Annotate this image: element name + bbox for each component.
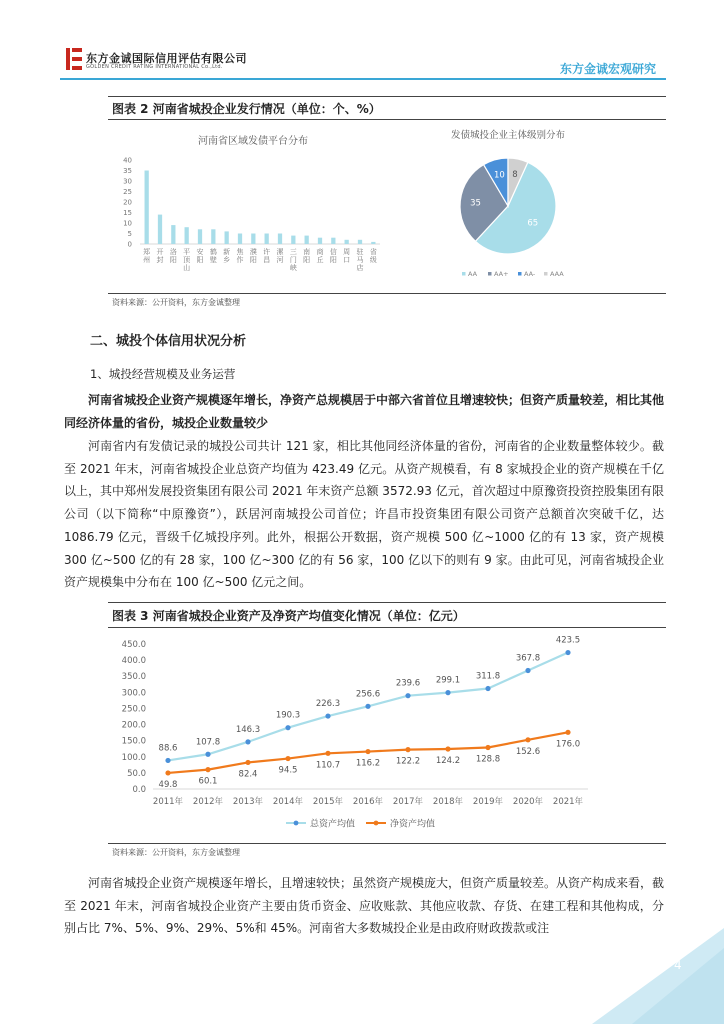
- net-assets-point: [165, 770, 170, 775]
- bar-x-tick: 信阳: [329, 248, 337, 264]
- bar-x-tick: 省级: [369, 248, 377, 264]
- header-divider: [60, 78, 666, 80]
- figure3-source: 资料来源：公开资料，东方金诚整理: [112, 848, 240, 857]
- pie-legend-swatch: [518, 272, 522, 276]
- total-assets-point: [285, 725, 290, 730]
- total-assets-label: 311.8: [475, 671, 501, 682]
- bar-x-tick: 洛阳: [169, 248, 177, 264]
- bar-y-tick: 15: [123, 209, 132, 217]
- pie-chart-title: 发债城投企业主体级别分布: [450, 130, 566, 141]
- figure2-charts: [108, 122, 668, 292]
- total-assets-point: [445, 690, 450, 695]
- figure2-title-rule: [108, 119, 666, 120]
- bar-x-tick: 开封: [156, 248, 164, 264]
- pie-legend-label: AA: [468, 270, 478, 278]
- net-assets-label: 94.5: [278, 765, 298, 776]
- bar: [345, 240, 349, 244]
- line-legend-label: 总资产均值: [310, 819, 356, 830]
- line-x-tick: 2016年: [352, 797, 384, 807]
- line-y-tick: 200.0: [121, 720, 146, 731]
- figure2-top-rule: [108, 96, 666, 97]
- net-assets-point: [285, 756, 290, 761]
- line-x-labels: [153, 796, 584, 807]
- bar-x-labels: [143, 247, 377, 272]
- line-y-tick: 50.0: [127, 768, 146, 779]
- line-legend-marker: [374, 821, 379, 826]
- bar: [145, 171, 149, 245]
- figure3-top-rule: [108, 602, 666, 603]
- bar-x-tick: 许昌: [263, 248, 271, 264]
- figure2-bottom-rule: [108, 293, 666, 294]
- total-assets-label: 256.6: [355, 689, 381, 700]
- body-paragraph-1: 河南省内有发债记录的城投公司共计 121 家，相比其他同经济体量的省份，河南省的企业数量整体较少。截至 2021 年末，河南省城投企业总资产均值为 423.49 亿元。从资产规模看，有 8 家城投企业的资产规模在千亿以上，其中郑州发展投资集团有限公司 2021 年末资产总额 3572.93 亿元，首次超过中原豫资投资控股集团有限公司（以下简称“中原豫资”），跃居河南城投公司首位；许昌市投资集团有限公司资产总额首次突破千亿，达 1086.79 亿元，晋级千亿城投序列。此外，根据公开数据，资产规模 500 亿~1000 亿的有 13 家，资产规模 300 亿~500 亿的有 28 家，100 亿~300 亿的有 56 家，100 亿以下的则有 9 家。由此可见，河南省城投企业资产规模集中分布在 100 亿~500 亿元之间。: [64, 439, 664, 590]
- section-heading: 二、城投个体信用状况分析: [90, 334, 247, 349]
- line-y-tick: 450.0: [121, 640, 146, 650]
- total-assets-label: 299.1: [435, 675, 461, 686]
- bold-summary-paragraph: 河南省城投企业资产规模逐年增长，净资产总规模居于中部六省首位且增速较快；但资产质量较差，相比其他同经济体量的省份，城投企业数量较少: [64, 393, 665, 430]
- net-assets-label: 176.0: [555, 739, 581, 750]
- line-legend-marker: [294, 821, 299, 826]
- net-assets-point: [205, 767, 210, 772]
- total-assets-label: 239.6: [395, 678, 421, 689]
- bar-x-tick: 驻马店: [356, 248, 364, 272]
- total-assets-label: 367.8: [515, 653, 541, 664]
- bar-y-tick: 40: [123, 156, 132, 165]
- bar: [171, 225, 175, 244]
- line-x-tick: 2011年: [152, 797, 184, 807]
- bar-x-tick: 安阳: [196, 248, 204, 264]
- line-x-tick: 2017年: [392, 797, 424, 807]
- net-assets-point: [565, 730, 570, 735]
- body-paragraph-2: 河南省城投企业资产规模逐年增长，且增速较快；虽然资产规模庞大，但资产质量较差。从资产构成来看，截至 2021 年末，河南省城投企业资产主要由货币资金、应收账款、其他应收款、存货、在建工程和其他构成，分别占比 7%、5%、9%、29%、5%和 45%。河南省大多数城投企业是由政府财政拨款或注: [64, 876, 665, 936]
- net-assets-label: 110.7: [315, 760, 341, 771]
- bar: [158, 215, 162, 244]
- total-assets-point: [165, 758, 170, 763]
- bar-x-tick: 鹤壁: [209, 248, 217, 264]
- bar-y-tick: 20: [123, 198, 132, 207]
- line-y-tick: 150.0: [121, 736, 146, 747]
- page-corner-decoration: [592, 928, 724, 1024]
- figure3-title: 图表 3 河南省城投企业资产及净资产均值变化情况（单位：亿元）: [112, 609, 465, 623]
- bar: [305, 236, 309, 244]
- figure3-bottom-rule: [108, 843, 666, 844]
- page-number: 4: [674, 958, 682, 972]
- total-assets-point: [405, 693, 410, 698]
- bar-x-tick: 焦作: [236, 248, 244, 264]
- figure3-line-chart: [108, 632, 668, 842]
- net-assets-label: 60.1: [198, 776, 218, 787]
- pie-legend-label: AA-: [524, 270, 536, 278]
- line-series: [159, 636, 581, 790]
- net-assets-label: 49.8: [158, 779, 178, 790]
- pie-chart: [460, 158, 556, 254]
- bar: [251, 234, 255, 245]
- total-assets-point: [565, 650, 570, 655]
- line-x-tick: 2013年: [232, 797, 264, 807]
- bar-x-tick: 南阳: [303, 248, 311, 264]
- net-assets-label: 82.4: [238, 769, 258, 780]
- pie-legend-swatch: [488, 272, 492, 276]
- line-x-tick: 2015年: [312, 797, 344, 807]
- bar: [225, 231, 229, 244]
- bar-y-tick: 5: [127, 230, 132, 238]
- bar-x-tick: 濮阳: [249, 248, 257, 264]
- bar-x-tick: 商丘: [316, 248, 324, 264]
- bar: [278, 234, 282, 245]
- pie-legend-label: AAA: [550, 270, 564, 278]
- company-name-en: GOLDEN CREDIT RATING INTERNATIONAL Co.,Ltd.: [86, 64, 223, 70]
- net-assets-point: [485, 745, 490, 750]
- bar-x-tick: 漯河: [276, 248, 284, 264]
- total-assets-point: [325, 713, 330, 718]
- bar-x-tick: 平顶山: [183, 248, 191, 272]
- net-assets-label: 124.2: [435, 755, 461, 766]
- bar-x-tick: 新乡: [223, 248, 231, 264]
- bar-x-tick: 周口: [343, 248, 351, 264]
- line-x-tick: 2012年: [192, 797, 224, 807]
- line-y-tick: 100.0: [121, 752, 146, 763]
- line-y-tick: 250.0: [121, 704, 146, 715]
- bar: [358, 240, 362, 244]
- total-assets-point: [485, 686, 490, 691]
- bar-y-tick: 0: [127, 240, 132, 249]
- line-x-tick: 2014年: [272, 797, 304, 807]
- bar-y-tick: 30: [123, 177, 132, 186]
- net-assets-point: [445, 746, 450, 751]
- company-logo: [66, 48, 82, 70]
- bar: [318, 238, 322, 244]
- total-assets-point: [245, 739, 250, 744]
- line-legend: [286, 818, 435, 830]
- bar-y-tick: 10: [123, 219, 132, 228]
- pie-legend-label: AA+: [494, 270, 509, 278]
- bar: [238, 234, 242, 245]
- series-title: 东方金诚宏观研究: [560, 62, 657, 76]
- bar-y-tick: 25: [123, 188, 132, 196]
- company-name-cn: 东方金诚国际信用评估有限公司: [86, 52, 247, 65]
- net-assets-label: 122.2: [395, 756, 421, 767]
- line-x-tick: 2018年: [432, 797, 464, 807]
- figure2-title: 图表 2 河南省城投企业发行情况（单位：个、%）: [112, 102, 381, 116]
- pie-slice-label: 10: [493, 170, 505, 181]
- net-assets-point: [405, 747, 410, 752]
- total-assets-point: [205, 752, 210, 757]
- bar-x-tick: 三门峡: [289, 248, 297, 272]
- net-assets-label: 152.6: [515, 746, 541, 757]
- sub-heading: 1、城投经营规模及业务运营: [90, 367, 236, 381]
- net-assets-point: [525, 737, 530, 742]
- net-assets-label: 116.2: [355, 758, 381, 769]
- bar: [198, 229, 202, 244]
- pie-legend-swatch: [462, 272, 466, 276]
- bar: [331, 238, 335, 244]
- line-y-tick: 0.0: [132, 785, 146, 795]
- line-legend-label: 净资产均值: [390, 819, 436, 830]
- pie-slice-label: 8: [512, 170, 518, 181]
- figure2-source: 资料来源：公开资料，东方金诚整理: [112, 298, 240, 307]
- bar-chart-title: 河南省区域发债平台分布: [198, 136, 308, 147]
- net-assets-label: 128.8: [475, 754, 501, 765]
- bar: [291, 236, 295, 244]
- pie-legend: [462, 270, 564, 278]
- bar: [265, 234, 269, 245]
- total-assets-label: 226.3: [315, 699, 341, 710]
- net-assets-point: [325, 751, 330, 756]
- total-assets-label: 88.6: [158, 743, 178, 754]
- total-assets-label: 146.3: [235, 724, 261, 735]
- bar-x-tick: 郑州: [143, 248, 151, 264]
- bar-y-tick: 35: [123, 167, 132, 175]
- line-x-tick: 2019年: [472, 797, 504, 807]
- net-assets-point: [245, 760, 250, 765]
- total-assets-point: [525, 668, 530, 673]
- total-assets-label: 423.5: [555, 635, 581, 646]
- figure3-title-rule: [108, 627, 666, 628]
- pie-slice-label: 65: [527, 218, 539, 229]
- total-assets-label: 190.3: [275, 710, 301, 721]
- bar-series: [145, 171, 376, 245]
- line-x-tick: 2021年: [552, 797, 584, 807]
- pie-slice-label: 35: [470, 198, 481, 209]
- total-assets-label: 107.8: [195, 737, 221, 748]
- line-y-tick: 300.0: [121, 688, 146, 699]
- pie-legend-swatch: [544, 272, 548, 276]
- bar: [371, 242, 375, 244]
- line-y-tick: 400.0: [121, 656, 146, 667]
- bar: [211, 229, 215, 244]
- total-assets-point: [365, 704, 370, 709]
- net-assets-point: [365, 749, 370, 754]
- line-x-tick: 2020年: [512, 797, 544, 807]
- bar: [185, 227, 189, 244]
- line-y-tick: 350.0: [121, 672, 146, 683]
